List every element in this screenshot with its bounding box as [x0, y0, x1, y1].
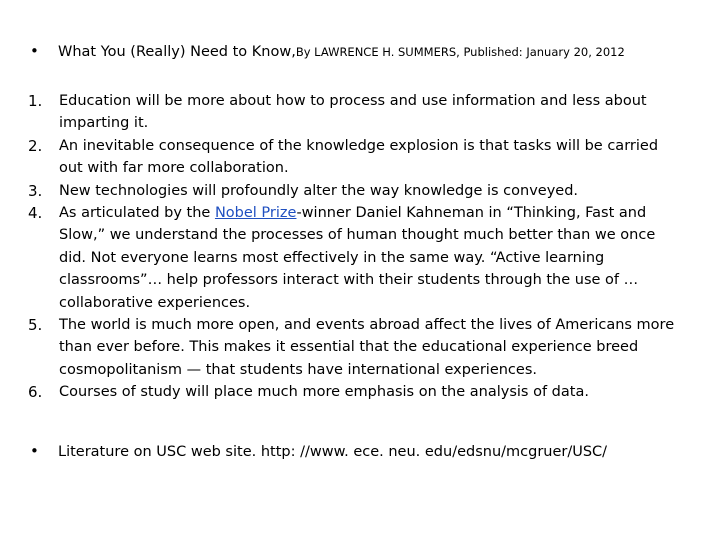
- article-title: What You (Really) Need to Know,: [58, 44, 296, 60]
- item-number: 5.: [28, 316, 43, 335]
- item-number: 2.: [28, 136, 43, 155]
- item-text: New technologies will profoundly alter the way knowledge is conveyed.: [59, 182, 579, 199]
- list-item: [0, 381, 720, 403]
- list-item: [0, 202, 720, 314]
- item-text-continued: -winner Daniel Kahneman in “Thinking, Fast and Slow,” we understand the processes of human thought much better than we once did. Not everyone learns most effectively in the same way. “Active learning classrooms”… help professors interact with their students through the use of … collaborative experiences.: [59, 205, 656, 311]
- article-heading: [30, 42, 625, 60]
- nobel-prize-link[interactable]: Nobel Prize: [214, 205, 297, 222]
- footer-text: Literature on USC web site. http: //www. ece. neu. edu/edsnu/mcgruer/USC/: [58, 444, 608, 460]
- item-number: 6.: [28, 383, 43, 402]
- bullet-icon: •: [30, 42, 39, 60]
- list-item: [0, 90, 720, 135]
- footer-note: [30, 442, 607, 460]
- item-number: 3.: [28, 181, 43, 200]
- item-number: 1.: [28, 92, 43, 110]
- article-byline: By LAWRENCE H. SUMMERS, Published: January 20, 2012: [295, 45, 625, 59]
- item-text: Education will be more about how to process and use information and less about imparting it.: [59, 93, 647, 132]
- item-text: As articulated by the: [59, 205, 215, 222]
- list-item: [0, 314, 720, 381]
- item-text: An inevitable consequence of the knowledge explosion is that tasks will be carried out with far more collaboration.: [59, 137, 659, 177]
- item-text: Courses of study will place much more emphasis on the analysis of data.: [59, 384, 589, 401]
- list-item: [0, 180, 720, 202]
- numbered-list: [0, 90, 720, 404]
- item-number: 4.: [28, 204, 43, 223]
- bullet-icon: •: [30, 442, 39, 460]
- list-item: [0, 135, 720, 180]
- item-text: The world is much more open, and events abroad affect the lives of Americans more than ever before. This makes it essential that the educational experience breed cosmopolitanism — that students have international experiences.: [59, 317, 675, 378]
